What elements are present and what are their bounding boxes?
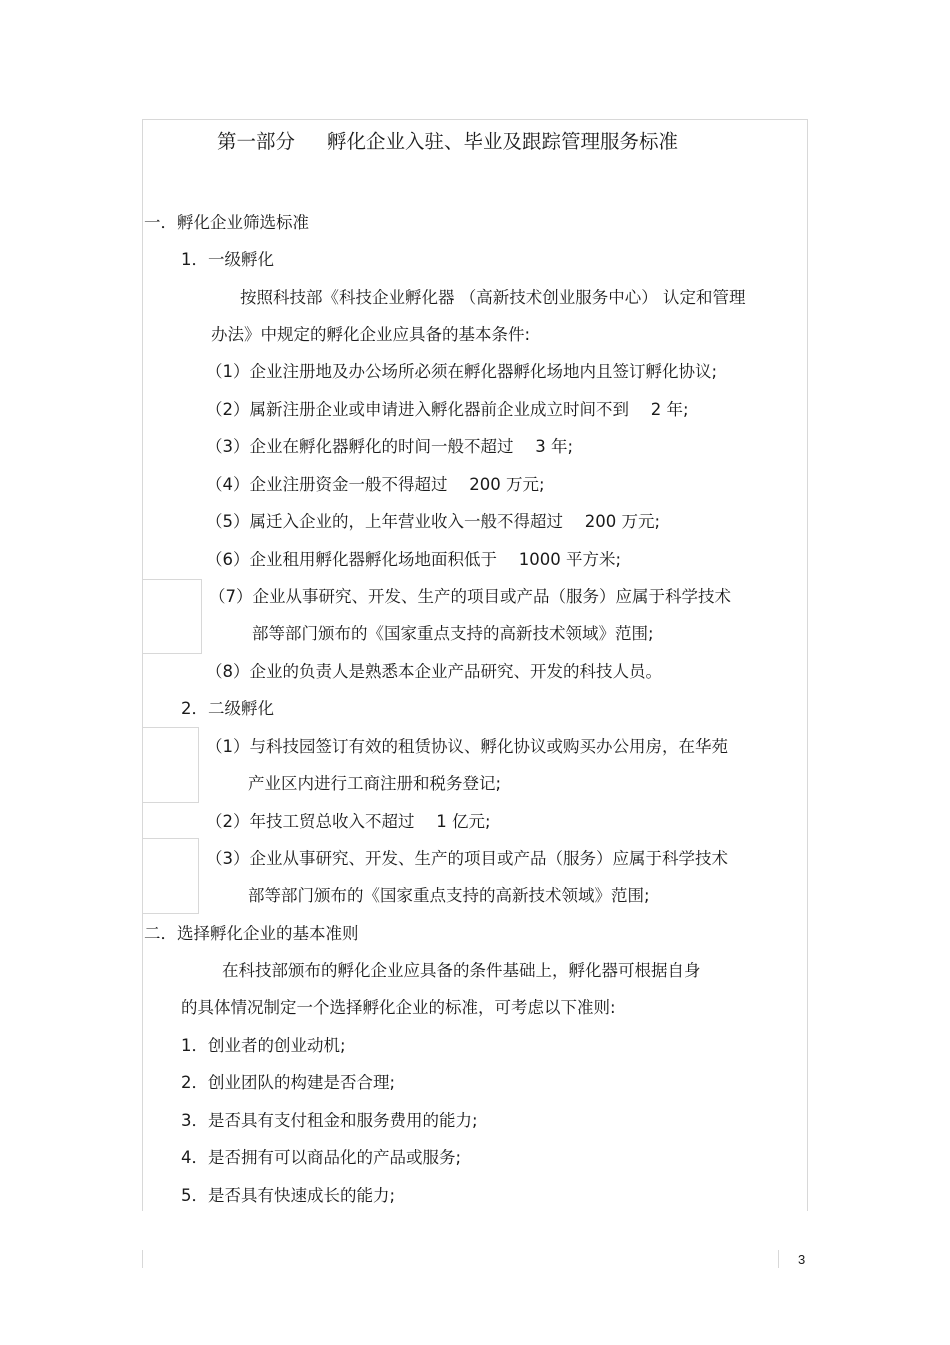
page-number: 3	[798, 1252, 806, 1267]
list-item: 3．是否具有支付租金和服务费用的能力;	[181, 1111, 478, 1130]
box-rule-7	[142, 838, 199, 839]
list-item: 5．是否具有快速成长的能力;	[181, 1186, 396, 1205]
list-item: 1．创业者的创业动机;	[181, 1036, 346, 1055]
section-heading: 一．孵化企业筛选标准	[144, 213, 309, 232]
frame-right-rule	[807, 119, 808, 1211]
list-item: （4）企业注册资金一般不得超过 200 万元;	[206, 475, 545, 494]
list-item: （3）企业在孵化器孵化的时间一般不超过 3 年;	[206, 437, 574, 456]
list-item: （7）企业从事研究、开发、生产的项目或产品（服务）应属于科学技术	[209, 587, 731, 606]
box-rule-2	[201, 579, 202, 653]
list-item: （2）属新注册企业或申请进入孵化器前企业成立时间不到 2 年;	[206, 400, 689, 419]
frame-left-rule	[142, 119, 143, 1211]
list-item: （3）企业从事研究、开发、生产的项目或产品（服务）应属于科学技术	[206, 849, 728, 868]
box-rule-6	[142, 802, 199, 803]
frame-top-rule	[142, 119, 808, 120]
paragraph-line: 的具体情况制定一个选择孵化企业的标准，可考虑以下准则:	[181, 998, 616, 1017]
list-item: （1）与科技园签订有效的租赁协议、孵化协议或购买办公用房，在华苑	[206, 737, 728, 756]
list-item: （1）企业注册地及办公场所必须在孵化器孵化场地内且签订孵化协议;	[206, 362, 718, 381]
page-title	[217, 130, 678, 154]
box-rule-1	[142, 579, 202, 580]
footer-left-rule	[142, 1250, 143, 1268]
section-heading: 二．选择孵化企业的基本准则	[144, 924, 359, 943]
list-item-continuation: 部等部门颁布的《国家重点支持的高新技术领域》范围;	[252, 624, 654, 643]
paragraph-line: 办法》中规定的孵化企业应具备的基本条件:	[211, 325, 531, 344]
title-part: 第一部分	[217, 130, 296, 153]
list-item: （6）企业租用孵化器孵化场地面积低于 1000 平方米;	[206, 550, 622, 569]
list-item: 4．是否拥有可以商品化的产品或服务;	[181, 1148, 462, 1167]
list-item: 2．创业团队的构建是否合理;	[181, 1073, 396, 1092]
list-item-continuation: 部等部门颁布的《国家重点支持的高新技术领域》范围;	[248, 886, 650, 905]
list-item: （5）属迁入企业的，上年营业收入一般不得超过 200 万元;	[206, 512, 661, 531]
paragraph-line: 在科技部颁布的孵化企业应具备的条件基础上，孵化器可根据自身	[222, 961, 701, 980]
footer-right-rule	[778, 1250, 779, 1268]
box-rule-3	[142, 653, 202, 654]
box-rule-8	[198, 838, 199, 914]
list-item: （8）企业的负责人是熟悉本企业产品研究、开发的科技人员。	[206, 662, 662, 681]
title-text: 孵化企业入驻、毕业及跟踪管理服务标准	[327, 130, 679, 153]
list-item-continuation: 产业区内进行工商注册和税务登记;	[248, 774, 502, 793]
box-rule-5	[198, 727, 199, 803]
box-rule-9	[142, 913, 199, 914]
paragraph-line: 按照科技部《科技企业孵化器 （高新技术创业服务中心） 认定和管理	[240, 288, 746, 307]
box-rule-4	[142, 727, 199, 728]
list-item: （2）年技工贸总收入不超过 1 亿元;	[206, 812, 491, 831]
subsection-heading: 1．一级孵化	[181, 250, 274, 269]
subsection-heading: 2．二级孵化	[181, 699, 274, 718]
